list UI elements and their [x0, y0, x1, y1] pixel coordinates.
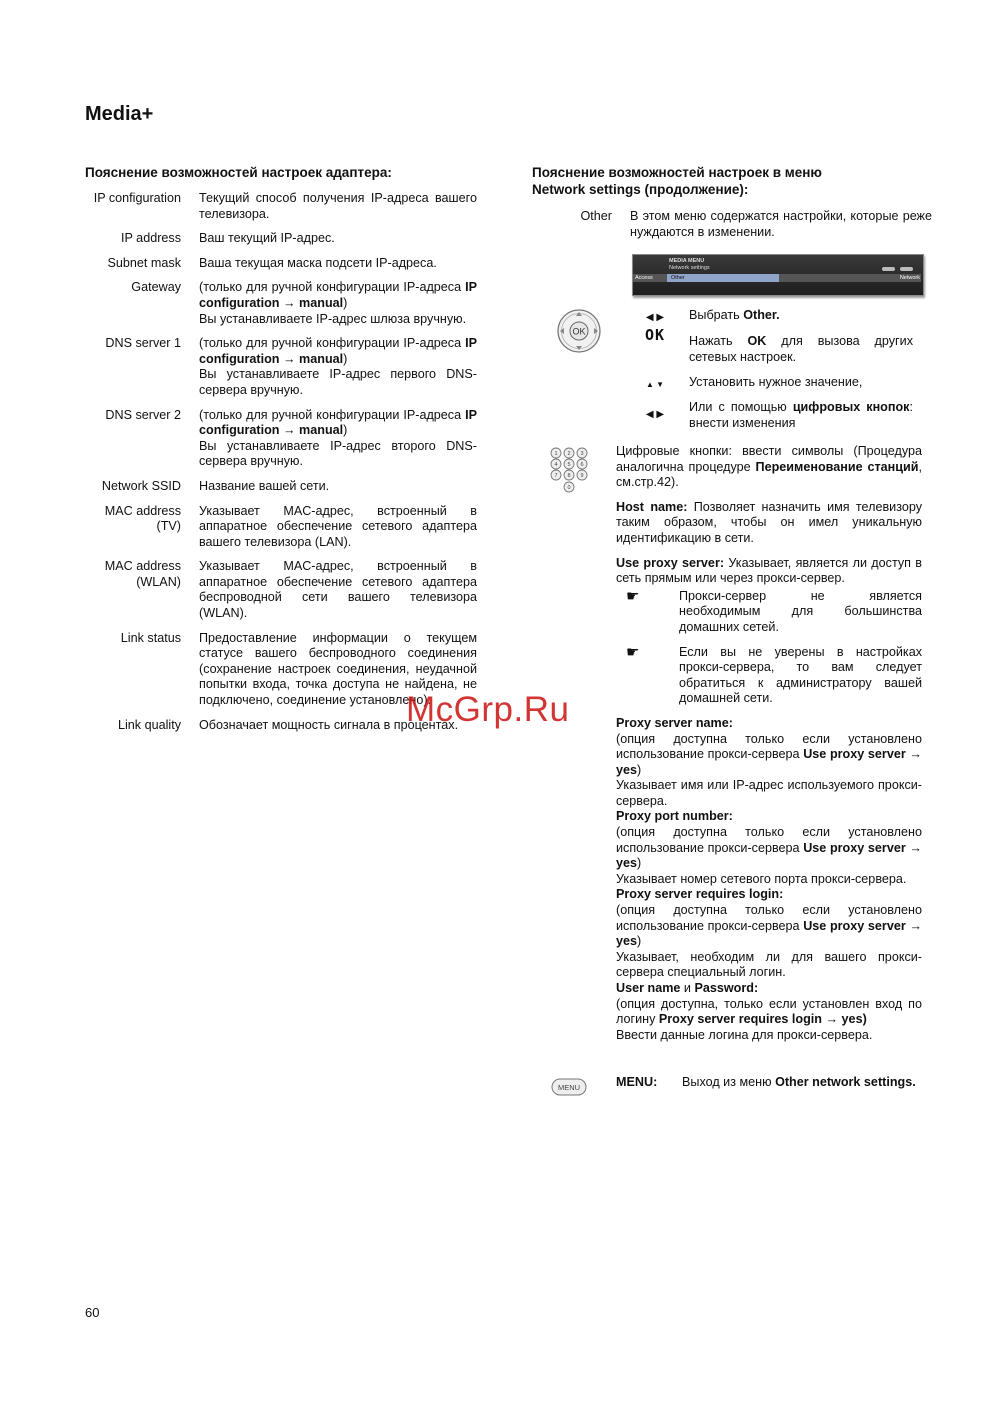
- para-text: (опция доступна только если установлено использование прокси-сервера: [616, 731, 922, 762]
- note-text: Если вы не уверены в настройках прокси-сервера, то вам следует обратиться к администратору вашей домашней сети.: [679, 644, 922, 706]
- para-text: (опция доступна только если установлено использование прокси-сервера: [616, 903, 922, 933]
- menu-key-label: MENU: [557, 1083, 581, 1092]
- left-right-arrows-icon: ◀ ▶: [645, 409, 665, 420]
- ctrl-text: Или с помощью: [689, 400, 793, 414]
- svg-text:5: 5: [567, 462, 571, 468]
- ok-pad-icon: [556, 308, 602, 354]
- definition-term: IP configuration: [93, 191, 181, 205]
- desc-text: Вы устанавливаете IP-адрес первого DNS-сервера вручную.: [199, 367, 477, 397]
- definition-row: [85, 231, 477, 247]
- definition-desc: Указывает MAC-адрес, встроенный в аппаратное обеспечение сетевого адаптера вашего телевизора (LAN).: [199, 503, 477, 549]
- para-text: (опция доступна только если установлено использование прокси-сервера: [616, 825, 922, 855]
- para-label: User name: [616, 981, 681, 995]
- adapter-section-title: Пояснение возможностей настроек адаптера:: [85, 165, 392, 180]
- para-bold: Use proxy server → yes: [616, 840, 922, 871]
- proxy-port-paragraph: [616, 809, 922, 887]
- desc-text: (только для ручной конфигурации IP-адреса: [199, 280, 466, 295]
- menu-label: MENU:: [616, 1075, 658, 1089]
- para-bold: Use proxy server → yes: [616, 747, 922, 777]
- ctrl-bold: цифровых кнопок: [792, 400, 910, 414]
- para-text: и: [680, 981, 695, 995]
- press-ok-text: [689, 334, 913, 365]
- svg-text:2: 2: [567, 451, 571, 457]
- para-text: ): [637, 856, 642, 871]
- definition-term: DNS server 1: [105, 336, 181, 351]
- para-bold: Proxy server requires login → yes): [658, 1012, 867, 1027]
- para-text: Указывает номер сетевого порта прокси-сервера.: [616, 871, 907, 886]
- ctrl-bold: OK: [747, 334, 767, 348]
- note-row: [616, 645, 922, 707]
- para-bold: Переименование станций: [755, 459, 919, 474]
- user-password-paragraph: [616, 981, 922, 1043]
- svg-text:9: 9: [580, 473, 584, 479]
- set-value-text: Установить нужное значение,: [689, 375, 863, 389]
- definition-term: Link status: [120, 630, 181, 645]
- para-label: Host name:: [616, 499, 688, 514]
- definition-desc: Ваша текущая маска подсети IP-адреса.: [199, 255, 437, 270]
- definition-row: [85, 479, 477, 495]
- menu-shot-network: Network: [899, 275, 920, 281]
- numkeys-paragraph: [616, 444, 922, 491]
- desc-text: (только для ручной конфигурации IP-адреса: [199, 336, 466, 351]
- proxy-settings-text: [616, 444, 922, 1043]
- definition-row: [85, 559, 477, 621]
- proxy-server-name-paragraph: [616, 716, 922, 810]
- definition-row: [85, 336, 477, 398]
- menu-shot-subtitle: Network settings: [669, 265, 710, 271]
- definition-desc: [199, 408, 477, 470]
- definition-term: Link quality: [117, 717, 181, 732]
- menu-shot-title: MEDIA MENU: [669, 258, 705, 264]
- other-definition: [532, 209, 932, 240]
- hand-pointer-icon: ☛: [626, 643, 640, 661]
- desc-bold: IP configuration → manual: [199, 407, 477, 438]
- definition-desc: [199, 280, 477, 327]
- ctrl-text: для вызова других сетевых настроек.: [689, 334, 913, 364]
- or-number-keys-text: [689, 400, 913, 431]
- para-label: Proxy port number:: [616, 809, 733, 824]
- definition-desc: Ваш текущий IP-адрес.: [199, 231, 335, 246]
- definition-desc: Указывает MAC-адрес, встроенный в аппаратное обеспечение сетевого адаптера беспроводной сети вашего телевизора (WLAN).: [199, 559, 477, 621]
- definition-row: [85, 280, 477, 327]
- other-term: Other: [580, 209, 612, 223]
- svg-text:3: 3: [580, 451, 584, 457]
- menu-pill-icon: [882, 267, 895, 271]
- para-text: Позволяет назначить имя телевизору таким образом, чтобы он имел уникальную идентификацию в сети.: [616, 499, 922, 545]
- definition-term: Network SSID: [101, 478, 181, 493]
- definition-desc: Название вашей сети.: [199, 478, 330, 493]
- desc-text: ): [343, 423, 348, 438]
- definition-desc: Текущий способ получения IP-адреса вашего телевизора.: [199, 191, 477, 221]
- para-text: Ввести данные логина для прокси-сервера.: [616, 1027, 873, 1042]
- svg-text:OK: OK: [572, 326, 586, 337]
- svg-text:0: 0: [567, 485, 571, 491]
- menu-bold: Other network settings.: [775, 1075, 916, 1089]
- para-label: Proxy server requires login:: [616, 887, 784, 902]
- ok-key-glyph: OK: [645, 326, 666, 344]
- title-line: Network settings (продолжение):: [532, 182, 749, 197]
- para-text: Указывает, является ли доступ в сеть прямым или через прокси-сервер.: [616, 555, 922, 586]
- definition-term: Subnet mask: [107, 255, 181, 270]
- para-bold: Use proxy server → yes: [616, 918, 922, 949]
- para-text: ): [637, 762, 642, 777]
- network-section-title: [532, 164, 932, 198]
- definition-desc: Предоставление информации о текущем статусе вашего беспроводного соединения (сохранение настроек соединения, неудачной попытки входа, точка доступа не найдена, не подключено, соединение установлено).: [199, 630, 477, 708]
- desc-text: ): [343, 295, 348, 310]
- definition-row: [85, 504, 477, 551]
- svg-text:8: 8: [567, 473, 571, 479]
- proxy-login-paragraph: [616, 887, 922, 981]
- definition-term: DNS server 2: [105, 407, 181, 422]
- para-label: Use proxy server:: [616, 555, 725, 570]
- select-other-text: [689, 308, 913, 324]
- para-label: Proxy server name:: [616, 715, 733, 730]
- menu-exit-line: [616, 1075, 946, 1091]
- definition-row: [85, 191, 477, 222]
- watermark: McGrp.Ru: [406, 690, 570, 729]
- desc-text: ): [343, 351, 348, 366]
- desc-text: Вы устанавливаете IP-адрес второго DNS-сервера вручную.: [199, 438, 477, 469]
- definition-row: [85, 408, 477, 470]
- ctrl-bold: Other.: [743, 308, 780, 322]
- para-text: Цифровые кнопки: ввести символы (Процедура аналогична процедуре: [616, 444, 922, 474]
- definition-term: IP address: [121, 231, 181, 246]
- desc-bold: IP configuration → manual: [199, 280, 477, 310]
- definition-desc: Обозначает мощность сигнала в процентах.: [199, 717, 459, 732]
- title-line: Пояснение возможностей настроек в меню: [532, 165, 822, 180]
- desc-bold: IP configuration → manual: [199, 336, 477, 366]
- definition-term: Gateway: [131, 280, 181, 295]
- para-text: , см.стр.42).: [616, 459, 922, 490]
- menu-pill-icon: [900, 267, 913, 271]
- definition-desc: [199, 336, 477, 398]
- use-proxy-paragraph: [616, 556, 922, 587]
- para-text: (опция доступна, только если установлен вход по логину: [616, 996, 922, 1027]
- note-row: [616, 589, 922, 636]
- note-text: Прокси-сервер не является необходимым для большинства домашних сетей.: [679, 588, 922, 634]
- desc-text: Вы устанавливаете IP-адрес шлюза вручную.: [199, 311, 467, 326]
- desc-text: (только для ручной конфигурации IP-адреса: [199, 407, 466, 422]
- numeric-keypad-icon: [549, 446, 589, 496]
- network-settings-section: [532, 164, 932, 240]
- other-desc: В этом меню содержатся настройки, которые реже нуждаются в изменении.: [630, 209, 932, 239]
- para-label: Password:: [694, 981, 759, 995]
- left-right-arrows-icon: ◀ ▶: [645, 312, 665, 323]
- svg-text:4: 4: [554, 462, 558, 468]
- up-down-arrows-icon: ▲ ▼: [645, 380, 665, 389]
- menu-text: Выход из меню: [682, 1075, 776, 1089]
- svg-text:7: 7: [554, 473, 558, 479]
- page-header: Media+: [85, 103, 154, 125]
- definition-row: [85, 256, 477, 272]
- definition-term: MAC address (WLAN): [104, 559, 181, 589]
- para-text: Указывает, необходим ли для вашего прокси-сервера специальный логин.: [616, 949, 922, 980]
- ctrl-text: Выбрать: [689, 308, 744, 322]
- menu-shot-other: Other: [671, 275, 685, 281]
- menu-key-icon: [551, 1078, 587, 1096]
- host-name-paragraph: [616, 500, 922, 547]
- para-text: ): [637, 934, 642, 949]
- ctrl-text: : внести изменения: [689, 400, 913, 430]
- ctrl-text: Нажать: [689, 334, 748, 348]
- hand-pointer-icon: ☛: [626, 587, 640, 605]
- definition-term: MAC address (TV): [104, 503, 181, 534]
- page-number: 60: [85, 1305, 100, 1320]
- menu-shot-access: Access: [635, 275, 653, 281]
- tv-menu-screenshot: [632, 254, 924, 296]
- adapter-settings-section: [85, 164, 477, 742]
- svg-text:1: 1: [554, 451, 558, 457]
- svg-text:6: 6: [580, 462, 584, 468]
- para-text: Указывает имя или IP-адрес используемого прокси-сервера.: [616, 778, 922, 808]
